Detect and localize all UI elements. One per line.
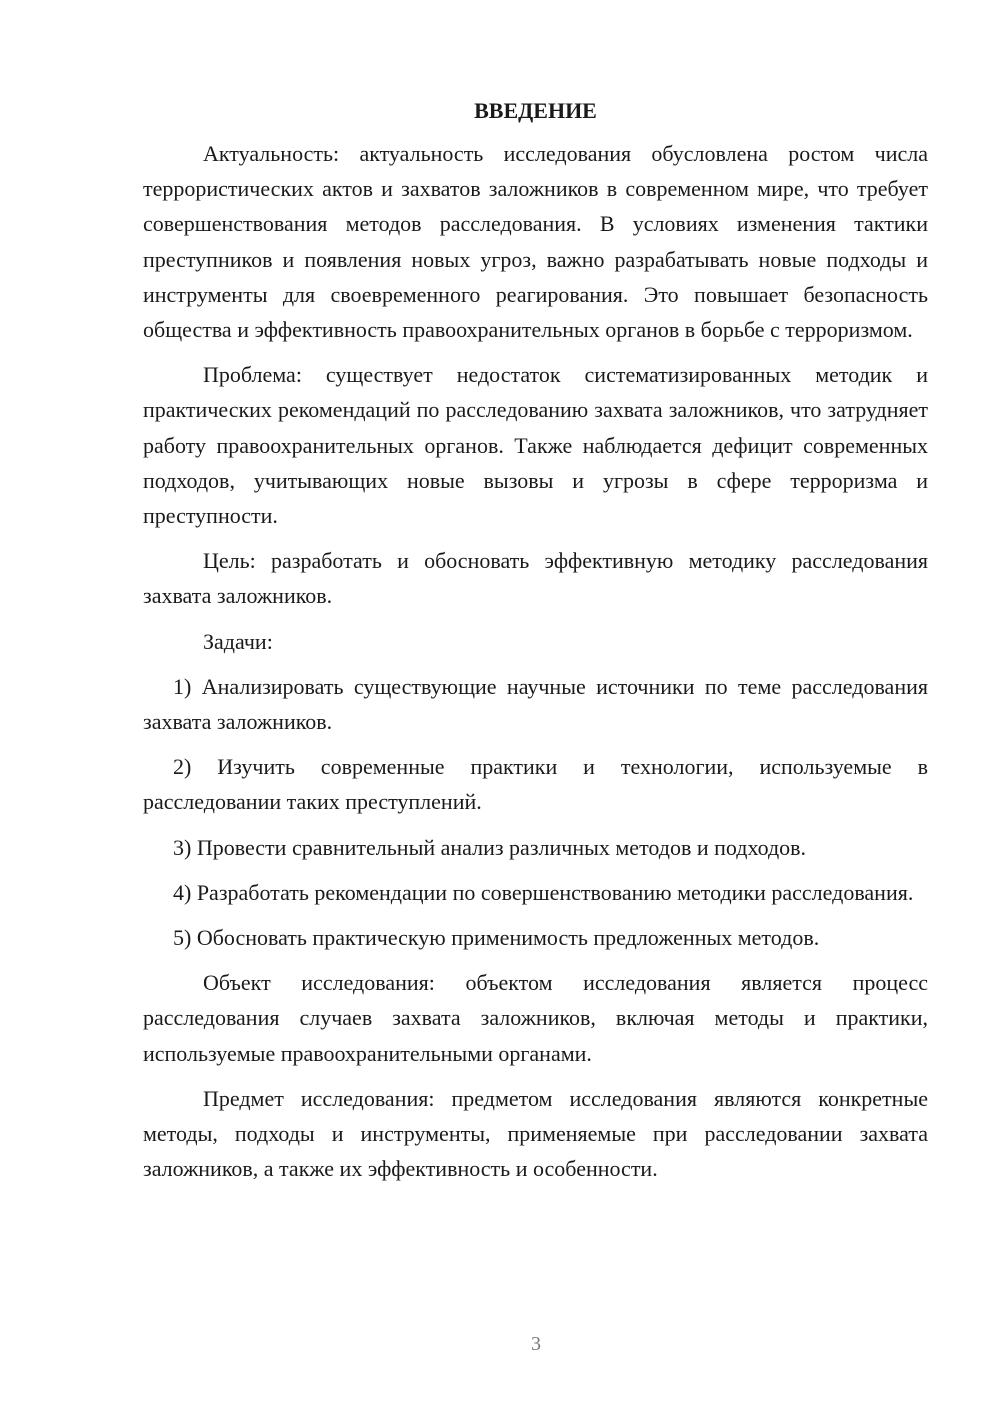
task-item-1: 1) Анализировать существующие научные источники по теме расследования захвата заложников. — [143, 673, 928, 735]
task-item-2: 2) Изучить современные практики и технологии, используемые в расследовании таких преступлений. — [143, 754, 928, 815]
paragraph-relevance: Актуальность: актуальность исследования обусловлена ростом числа террористических актов и захватов заложников в современном мире, что требует совершенствования методов расследования. В условиях изменения тактики преступников и появления новых угроз, важно разрабатывать новые подходы и инструменты для своевременного реагирования. Это повышает безопасность общества и эффективность правоохранительных органов в борьбе с терроризмом. — [143, 141, 928, 343]
paragraph-object: Объект исследования: объектом исследования является процесс расследования случаев захвата заложников, включая методы и практики, используемые правоохранительными органами. — [143, 970, 928, 1066]
paragraph-subject: Предмет исследования: предметом исследования являются конкретные методы, подходы и инструменты, применяемые при расследовании захвата заложников, а также их эффективность и особенности. — [143, 1085, 928, 1182]
document-page — [143, 96, 928, 1196]
paragraph-problem: Проблема: существует недостаток систематизированных методик и практических рекомендаций по расследованию захвата заложников, что затрудняет работу правоохранительных органов. Также наблюдается дефицит современных подходов, учитывающих новые вызовы и угрозы в сфере терроризма и преступности. — [143, 362, 928, 529]
task-item-4: 4) Разработать рекомендации по совершенствованию методики расследования. — [173, 879, 914, 905]
page-number: 3 — [531, 1333, 541, 1355]
page-title: ВВЕДЕНИЕ — [474, 98, 597, 123]
paragraph-goal: Цель: разработать и обосновать эффективную методику расследования захвата заложников. — [143, 548, 928, 609]
tasks-heading: Задачи: — [203, 628, 273, 654]
task-item-5: 5) Обосновать практическую применимость предложенных методов. — [173, 925, 820, 951]
task-item-3: 3) Провести сравнительный анализ различных методов и подходов. — [173, 834, 807, 860]
